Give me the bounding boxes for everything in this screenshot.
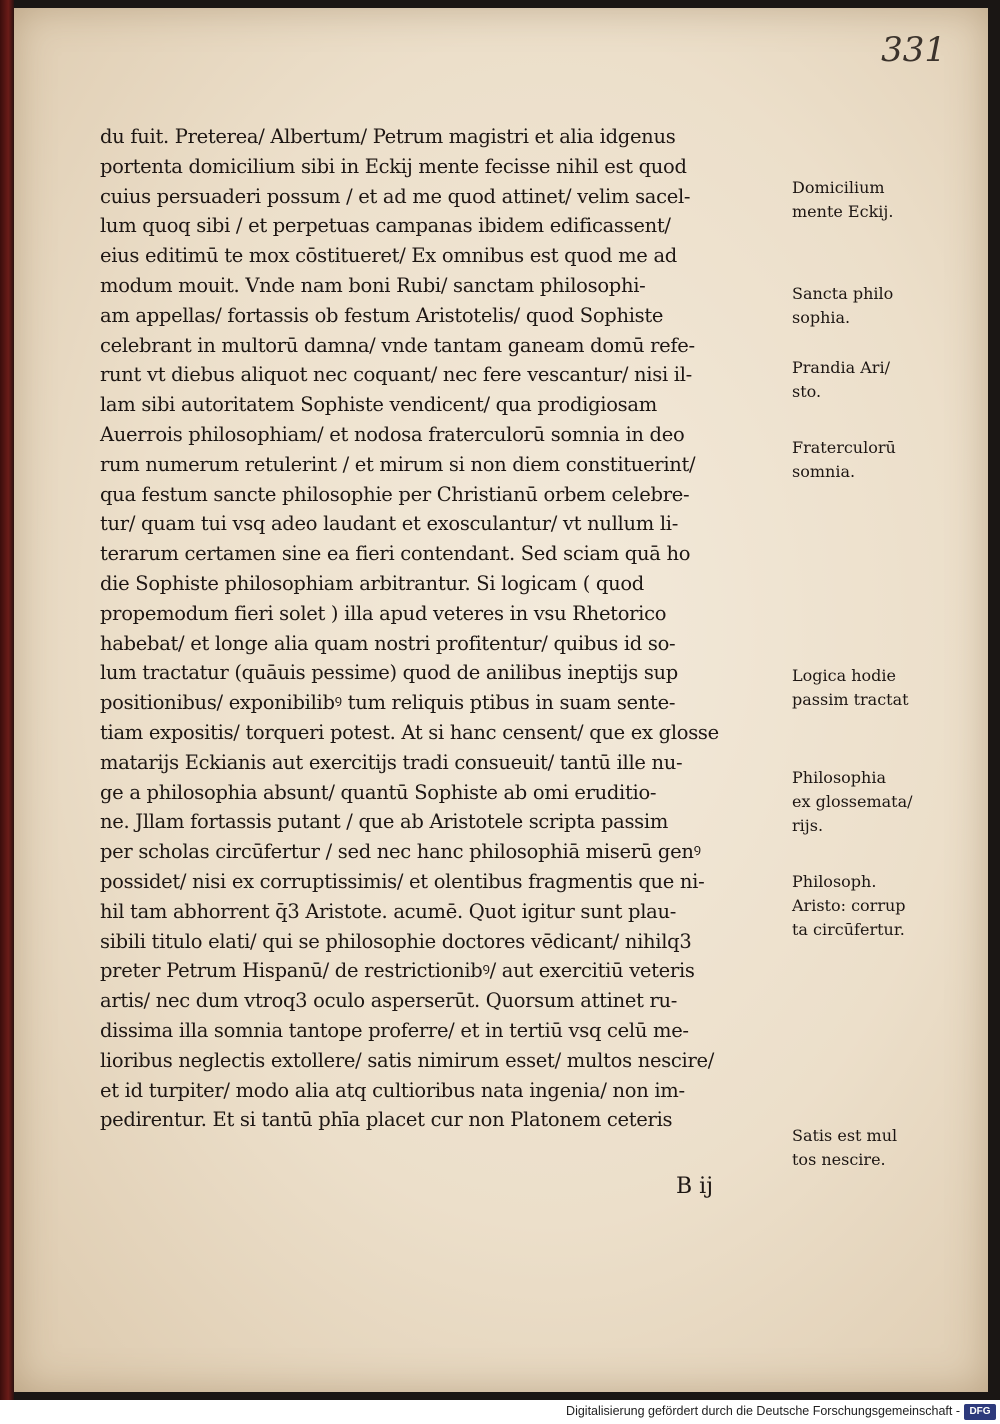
text-line: hil tam abhorrent q̄3 Aristote. acumē. Quot igitur sunt plau- (100, 899, 677, 923)
margin-note-satis-est (792, 1124, 962, 1172)
text-line: Auerrois philosophiam/ et nodosa fraterculorū somnia in deo (100, 422, 685, 446)
margin-note-line: Prandia Ari/ (792, 358, 890, 377)
text-line: du fuit. Preterea/ Albertum/ Petrum magistri et alia idgenus (100, 125, 676, 148)
margin-note-line: mente Eckij. (792, 202, 894, 221)
text-line: et id turpiter/ modo alia atq cultioribus nata ingenia/ non im- (100, 1078, 685, 1102)
folio-number: 331 (881, 30, 946, 70)
catchword: B ij (676, 1174, 714, 1199)
footer-credit: Digitalisierung gefördert durch die Deutsche Forschungsgemeinschaft - (566, 1404, 960, 1418)
book-spine-edge (0, 0, 14, 1400)
margin-note-line: Domicilium (792, 178, 885, 197)
margin-note-line: Logica hodie (792, 666, 896, 685)
text-line: sibili titulo elati/ qui se philosophie doctores vēdicant/ nihilq3 (100, 929, 692, 953)
text-line: ge a philosophia absunt/ quantū Sophiste ab omi eruditio- (100, 780, 657, 804)
main-text-block (100, 122, 800, 1135)
margin-note-line: tos nescire. (792, 1150, 886, 1169)
text-line: runt vt diebus aliquot nec coquant/ nec fere vescantur/ nisi il- (100, 363, 692, 387)
margin-note-line: sto. (792, 382, 822, 401)
text-line: die Sophiste philosophiam arbitrantur. Si logicam ( quod (100, 571, 644, 595)
margin-note-line: sophia. (792, 308, 851, 327)
text-line: propemodum fieri solet ) illa apud veteres in vsu Rhetorico (100, 601, 667, 625)
text-line: ne. Jllam fortassis putant / que ab Aristotele scripta passim (100, 810, 669, 834)
text-line: lioribus neglectis extollere/ satis nimirum esset/ multos nescire/ (100, 1048, 714, 1072)
dfg-logo-icon: DFG (964, 1404, 996, 1420)
text-line: am appellas/ fortassis ob festum Aristotelis/ quod Sophiste (100, 303, 664, 327)
text-line: lam sibi autoritatem Sophiste vendicent/ qua prodigiosam (100, 393, 657, 417)
margin-note-philosophia-glossemata (792, 766, 962, 838)
margin-note-line: Fraterculorū (792, 438, 896, 457)
text-line: artis/ nec dum vtroq3 oculo asperserūt. Quorsum attinet ru- (100, 989, 678, 1013)
margin-note-line: Aristo: corrup (792, 896, 906, 915)
text-line: modum mouit. Vnde nam boni Rubi/ sanctam philosophi- (100, 273, 646, 297)
text-line: positionibus/ exponibilibꝰ tum reliquis ptibus in suam sente- (100, 691, 676, 715)
text-line: rum numerum retulerint / et mirum si non diem constituerint/ (100, 452, 696, 476)
text-line: tiam expositis/ torqueri potest. At si hanc censent/ que ex glosse (100, 720, 719, 744)
text-line: portenta domicilium sibi in Eckij mente fecisse nihil est quod (100, 154, 687, 178)
text-line: per scholas circūfertur / sed nec hanc philosophiā miserū genꝰ (100, 840, 701, 864)
margin-note-fraterculorum (792, 436, 962, 484)
margin-note-sancta-philosophia (792, 282, 962, 330)
text-line: cuius persuaderi possum / et ad me quod attinet/ velim sacel- (100, 184, 691, 208)
margin-note-logica (792, 664, 962, 712)
margin-note-line: rijs. (792, 816, 824, 835)
text-line: lum tractatur (quāuis pessime) quod de anilibus ineptijs sup (100, 661, 678, 685)
margin-note-line: ex glossemata/ (792, 792, 913, 811)
text-line: dissima illa somnia tantope proferre/ et in tertiū vsq celū me- (100, 1018, 689, 1042)
text-line: qua festum sancte philosophie per Christianū orbem celebre- (100, 482, 690, 506)
text-line: lum quoq sibi / et perpetuas campanas ibidem edificassent/ (100, 214, 671, 238)
text-line: terarum certamen sine ea fieri contendant. Sed sciam quā ho (100, 542, 691, 566)
text-line: pedirentur. Et si tantū phīa placet cur non Platonem ceteris (100, 1108, 673, 1132)
text-line: preter Petrum Hispanū/ de restrictionibꝰ/ aut exercitiū veteris (100, 959, 695, 983)
margin-note-line: Philosophia (792, 768, 886, 787)
text-line: tur/ quam tui vsq adeo laudant et exosculantur/ vt nullum li- (100, 512, 678, 536)
margin-note-prandia (792, 356, 962, 404)
margin-note-line: ta circūfertur. (792, 920, 905, 939)
text-line: habebat/ et longe alia quam nostri profitentur/ quibus id so- (100, 631, 676, 655)
margin-note-philosophia-aristotelis (792, 870, 962, 942)
text-line: possidet/ nisi ex corruptissimis/ et olentibus fragmentis que ni- (100, 869, 705, 893)
margin-note-line: Philosoph. (792, 872, 877, 891)
text-line: matarijs Eckianis aut exercitijs tradi consueuit/ tantū ille nu- (100, 750, 683, 774)
text-line: eius editimū te mox cōstitueret/ Ex omnibus est quod me ad (100, 244, 677, 268)
margin-note-line: passim tractat (792, 690, 909, 709)
margin-note-domicilium (792, 176, 962, 224)
document-page (14, 8, 988, 1392)
margin-note-line: Sancta philo (792, 284, 894, 303)
margin-note-line: somnia. (792, 462, 856, 481)
margin-note-line: Satis est mul (792, 1126, 898, 1145)
text-line: celebrant in multorū damna/ vnde tantam ganeam domū refe- (100, 333, 695, 357)
digitization-footer (0, 1400, 1000, 1424)
